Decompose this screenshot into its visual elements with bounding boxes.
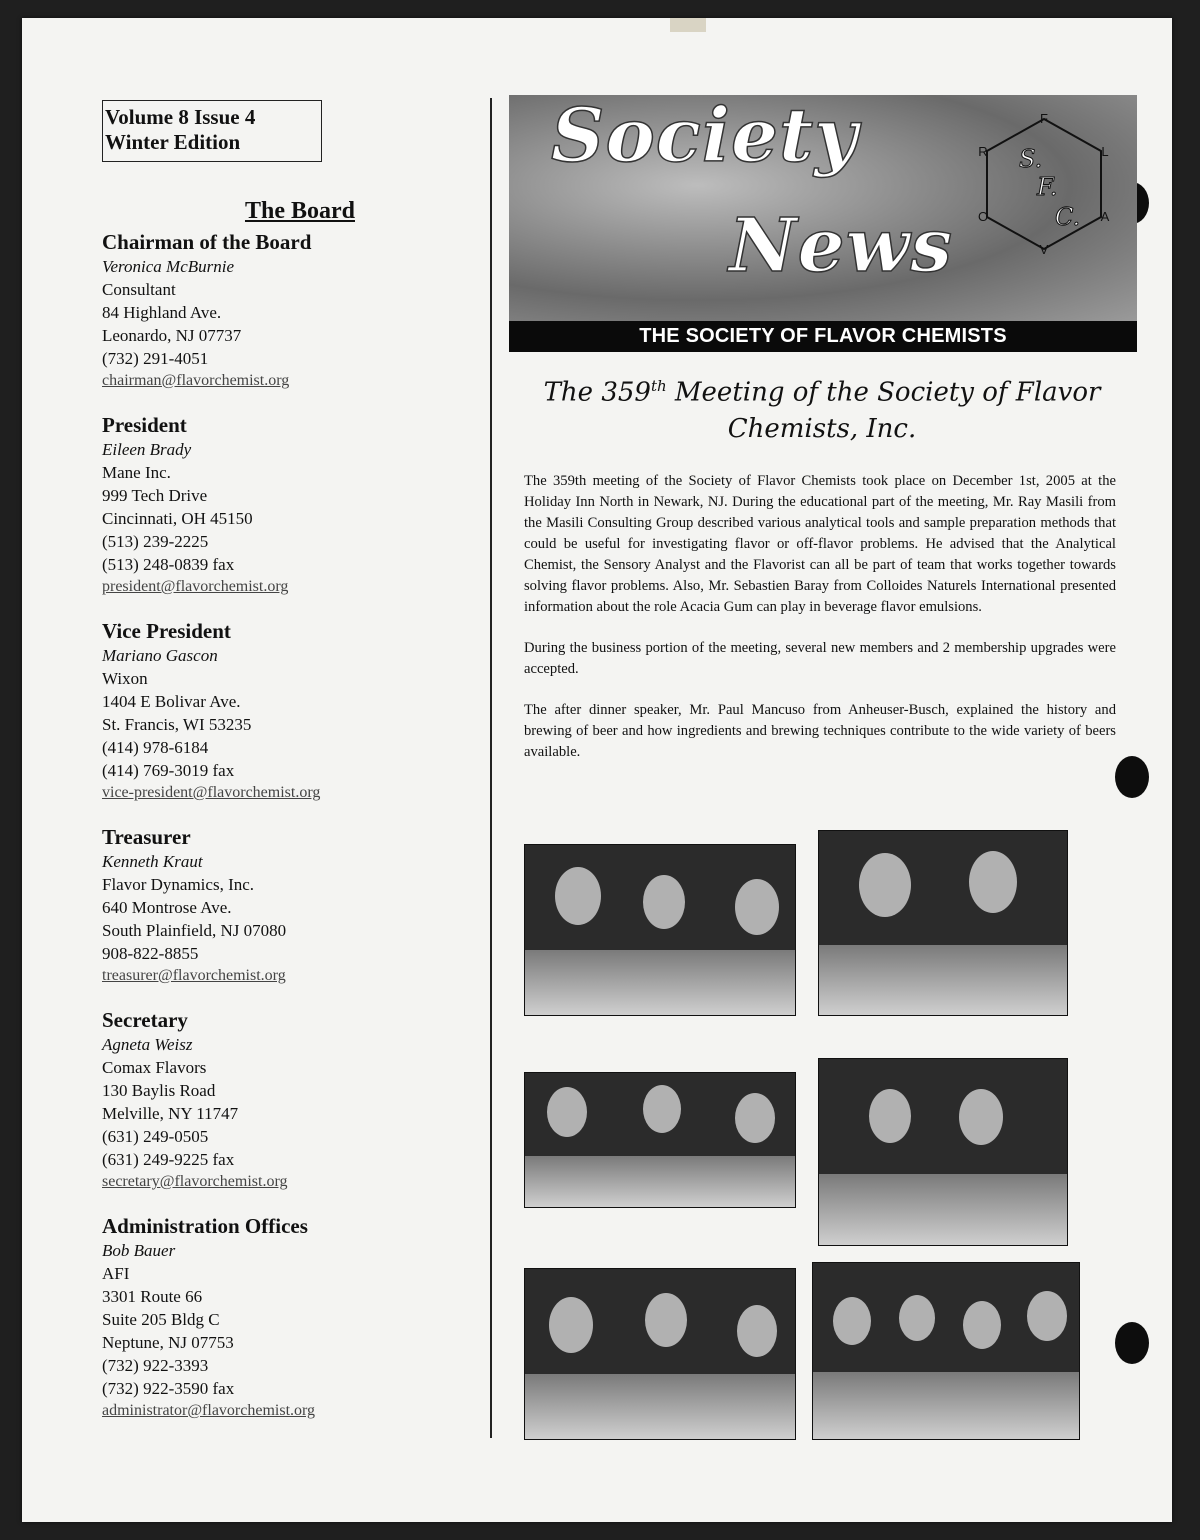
edition-box [102, 100, 322, 162]
board-role: Secretary [102, 1008, 188, 1032]
board-entry [102, 618, 432, 804]
masthead-word-news: News [729, 203, 954, 289]
board-role: Treasurer [102, 825, 191, 849]
article-paragraph: During the business portion of the meeting, several new members and 2 membership upgrades were accepted. [524, 640, 1116, 677]
masthead-photo [509, 95, 1137, 321]
article-paragraph: The 359th meeting of the Society of Flavor Chemists took place on December 1st, 2005 at the Holiday Inn North in Newark, NJ. During the educational part of the meeting, Mr. Ray Masili from the Masili Consulting Group described various analytical tools and sample preparation methods that could be useful for investigating flavor or off-flavor problems. He advised that the Analytical Chemist, the Sensory Analyst and the Flavorist can all be part of team that works together towards solving flavor problems. Also, Mr. Sebastien Baray from Colloides Naturels International presented information about the role Acacia Gum can play in beverage flavor emulsions. [524, 473, 1116, 615]
board-entry [102, 824, 432, 987]
logo-letter-a: A [1100, 209, 1110, 224]
event-photo-1 [524, 844, 796, 1016]
punch-hole-bottom [1115, 1322, 1149, 1364]
board-contact-line: Leonardo, NJ 07737 [102, 326, 242, 345]
board-entry [102, 412, 432, 598]
article-title-suffix: Meeting of the Society of Flavor Chemists, Inc. [666, 377, 1101, 444]
board-member-name: Bob Bauer [102, 1241, 176, 1260]
article-title-prefix: The 359 [543, 377, 651, 408]
sfc-hexagon-logo [969, 109, 1119, 259]
board-contact-line: 130 Baylis Road [102, 1081, 216, 1100]
logo-letter-r: R [978, 144, 988, 159]
board-entry [102, 1007, 432, 1193]
board-contact-line: (513) 248-0839 fax [102, 555, 235, 574]
board-contact-line: (732) 922-3393 [102, 1356, 209, 1375]
board-contact-line: 908-822-8855 [102, 944, 199, 963]
event-photo-3 [524, 1072, 796, 1208]
punch-hole-middle [1115, 756, 1149, 798]
board-contact-line: Neptune, NJ 07753 [102, 1333, 234, 1352]
board-contact-line: Melville, NY 11747 [102, 1104, 239, 1123]
board-entry [102, 1213, 432, 1422]
board-entries [102, 229, 432, 1422]
board-contact-line: (414) 978-6184 [102, 738, 209, 757]
board-contact-line: St. Francis, WI 53235 [102, 715, 252, 734]
board-contact-line: Wixon [102, 669, 148, 688]
event-photo-6 [812, 1262, 1080, 1440]
logo-initial-c: C. [1055, 203, 1081, 231]
board-email-link[interactable]: secretary@flavorchemist.org [102, 1173, 288, 1190]
board-member-name: Mariano Gascon [102, 646, 218, 665]
logo-letter-f: F [1040, 111, 1048, 126]
logo-letter-o: O [977, 209, 989, 224]
board-email-link[interactable]: vice-president@flavorchemist.org [102, 784, 321, 801]
masthead-banner [509, 95, 1137, 352]
board-contact-line: (414) 769-3019 fax [102, 761, 235, 780]
edition-season: Winter Edition [105, 130, 241, 154]
board-member-name: Veronica McBurnie [102, 257, 235, 276]
article-title [512, 368, 1132, 447]
board-contact-line: Suite 205 Bldg C [102, 1310, 220, 1329]
event-photo-4 [818, 1058, 1068, 1246]
board-member-name: Kenneth Kraut [102, 852, 203, 871]
board-contact-line: AFI [102, 1264, 130, 1283]
board-role: President [102, 413, 187, 437]
board-contact-line: (513) 239-2225 [102, 532, 209, 551]
logo-letter-l: L [1101, 144, 1109, 159]
masthead-strip: THE SOCIETY OF FLAVOR CHEMISTS [509, 321, 1137, 352]
board-role: Vice President [102, 619, 231, 643]
board-member-name: Eileen Brady [102, 440, 192, 459]
newsletter-page [22, 18, 1172, 1522]
board-contact-line: Cincinnati, OH 45150 [102, 509, 253, 528]
board-directory [102, 198, 432, 1442]
board-contact-line: 640 Montrose Ave. [102, 898, 232, 917]
board-contact-line: 999 Tech Drive [102, 486, 208, 505]
board-contact-line: 1404 E Bolivar Ave. [102, 692, 241, 711]
board-contact-line: Comax Flavors [102, 1058, 207, 1077]
masthead-word-society: Society [551, 95, 859, 179]
board-email-link[interactable]: administrator@flavorchemist.org [102, 1402, 316, 1419]
board-contact-line: South Plainfield, NJ 07080 [102, 921, 287, 940]
event-photo-2 [818, 830, 1068, 1016]
logo-initial-f: F. [1037, 173, 1058, 201]
board-contact-line: (631) 249-0505 [102, 1127, 209, 1146]
article-body [524, 471, 1116, 783]
board-title: The Board [244, 198, 355, 224]
board-role: Chairman of the Board [102, 230, 312, 254]
logo-letter-v: V [1039, 242, 1049, 257]
article-paragraph: The after dinner speaker, Mr. Paul Mancuso from Anheuser-Busch, explained the history and brewing of beer and how ingredients and brewing techniques contribute to the wide variety of beers available. [524, 702, 1116, 760]
event-photo-5 [524, 1268, 796, 1440]
article-title-sup: th [650, 377, 667, 395]
board-contact-line: 84 Highland Ave. [102, 303, 222, 322]
tape-strip [670, 18, 706, 32]
volume-issue: Volume 8 Issue 4 [105, 105, 256, 129]
board-email-link[interactable]: chairman@flavorchemist.org [102, 372, 290, 389]
board-member-name: Agneta Weisz [102, 1035, 193, 1054]
board-contact-line: Consultant [102, 280, 176, 299]
board-email-link[interactable]: president@flavorchemist.org [102, 578, 289, 595]
logo-initial-s: S. [1019, 145, 1043, 173]
board-contact-line: (732) 291-4051 [102, 349, 209, 368]
board-entry [102, 229, 432, 392]
board-contact-line: 3301 Route 66 [102, 1287, 203, 1306]
board-contact-line: Flavor Dynamics, Inc. [102, 875, 255, 894]
board-email-link[interactable]: treasurer@flavorchemist.org [102, 967, 286, 984]
board-contact-line: (732) 922-3590 fax [102, 1379, 235, 1398]
board-contact-line: (631) 249-9225 fax [102, 1150, 235, 1169]
board-contact-line: Mane Inc. [102, 463, 171, 482]
column-divider [490, 98, 492, 1438]
board-role: Administration Offices [102, 1214, 308, 1238]
